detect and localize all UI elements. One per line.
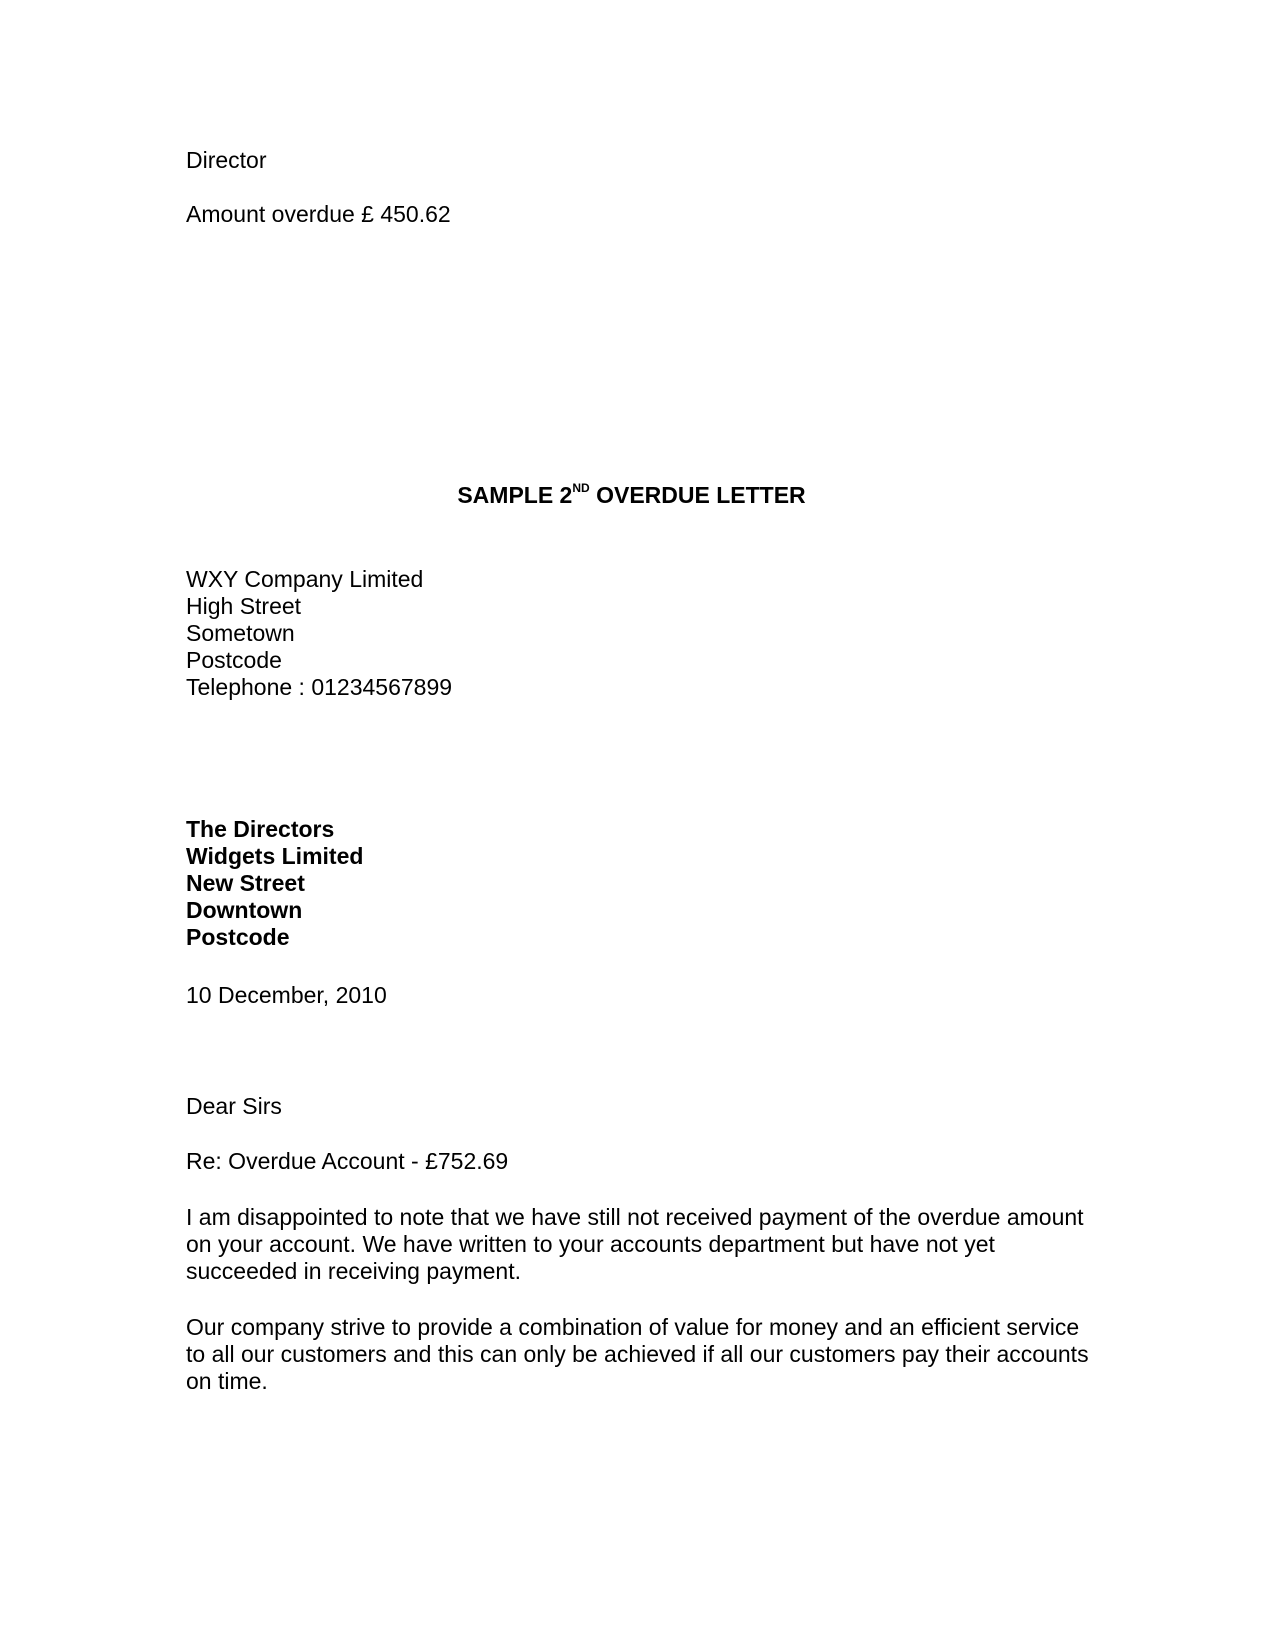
recipient-address (186, 816, 363, 951)
sender-telephone: Telephone : 01234567899 (186, 674, 453, 700)
recipient-town: Downtown (186, 897, 303, 923)
letter-title-superscript: ND (572, 481, 590, 496)
letter-title-prefix: SAMPLE 2 (457, 482, 573, 508)
salutation: Dear Sirs (186, 1093, 282, 1119)
sender-company: WXY Company Limited (186, 566, 424, 592)
recipient-company: Widgets Limited (186, 843, 364, 869)
sender-street: High Street (186, 593, 302, 619)
recipient-street: New Street (186, 870, 305, 896)
sender-postcode: Postcode (186, 647, 282, 673)
subject-line: Re: Overdue Account - £752.69 (186, 1148, 509, 1174)
letter-title-suffix: OVERDUE LETTER (589, 482, 806, 508)
recipient-name: The Directors (186, 816, 335, 842)
paragraph-line: on your account. We have written to your accounts department but have not yet (186, 1231, 995, 1257)
body-paragraph (186, 1204, 1086, 1285)
sender-address (186, 566, 452, 701)
amount-overdue: Amount overdue £ 450.62 (186, 201, 451, 227)
letter-title (0, 482, 1263, 509)
paragraph-line: on time. (186, 1368, 268, 1394)
signatory-title: Director (186, 147, 267, 173)
paragraph-line: succeeded in receiving payment. (186, 1258, 521, 1284)
recipient-postcode: Postcode (186, 924, 290, 950)
letter-date: 10 December, 2010 (186, 982, 387, 1008)
paragraph-line: Our company strive to provide a combination of value for money and an efficient service (186, 1314, 1080, 1340)
paragraph-line: to all our customers and this can only be achieved if all our customers pay their accounts (186, 1341, 1089, 1367)
paragraph-line: I am disappointed to note that we have still not received payment of the overdue amount (186, 1204, 1084, 1230)
sender-town: Sometown (186, 620, 295, 646)
body-paragraph (186, 1314, 1089, 1395)
